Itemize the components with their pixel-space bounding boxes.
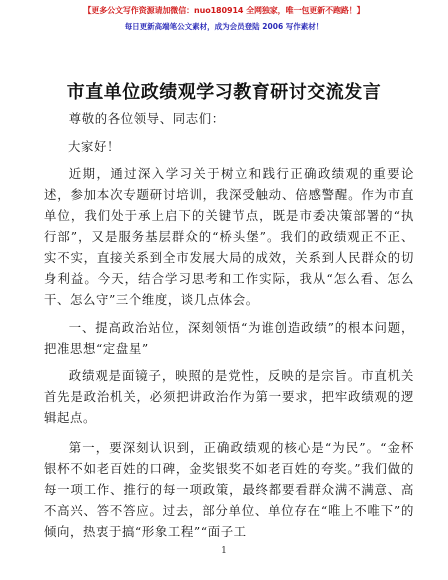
salutation-text: 尊敬的各位领导、同志们： [68,111,225,126]
salutation [44,108,414,129]
paragraph-3 [44,437,414,542]
greeting: 大家好！ [68,139,120,154]
paragraph-text: 政绩观是面镜子，映照的是党性，反映的是宗旨。市直机关首先是政治机关，必须把讲政治作为第一要求，把牢政绩观的逻辑起点。 [44,368,414,425]
paragraph-1 [44,163,414,310]
document-title: 市直单位政绩观学习教育研讨交流发言 [66,82,382,103]
paragraph-2 [44,365,414,428]
paragraph-text: 近期，通过深入学习关于树立和践行正确政绩观的重要论述，参加本次专题研讨培训，我深受触动、倍感警醒。作为市直单位，我们处于承上启下的关键节点，既是市委决策部署的“执行部”，又是服务基层群众的“桥头堡”。我们的政绩观正不正、实不实，直接关系到全市发展大局的成效，关系到人民群众的切身利益。今天，结合学习思考和工作实际，我从“怎么看、怎么干、怎么守”三个维度，谈几点体会。 [44,166,414,307]
page-number: 1 [221,546,227,556]
section-heading-1 [44,317,414,359]
banner-line-2: 每日更新高端笔公文素材，成为会员登陆 2006 写作素材！ [124,22,324,31]
header-banner [0,4,448,34]
banner-line-1: 【更多公文写作资源请加微信：nuo180914 全网独家，唯一包更新不跑路！】 [83,6,365,15]
paragraph-text: 第一，要深刻认识到，正确政绩观的核心是“为民”。“金杯银杯不如老百姓的口碑，金奖银奖不如老百姓的夸奖。”我们做的每一项工作、推行的每一项政策，最终都要看群众满不满意、高不高兴、答不答应。过去，部分单位、单位存在“唯上不唯下”的倾向，热衷于搞“形象工程”“面子工 [44,440,414,539]
section-heading-text: 一、提高政治站位，深刻领悟“为谁创造政绩”的根本问题，把准思想“定盘星” [44,320,414,356]
